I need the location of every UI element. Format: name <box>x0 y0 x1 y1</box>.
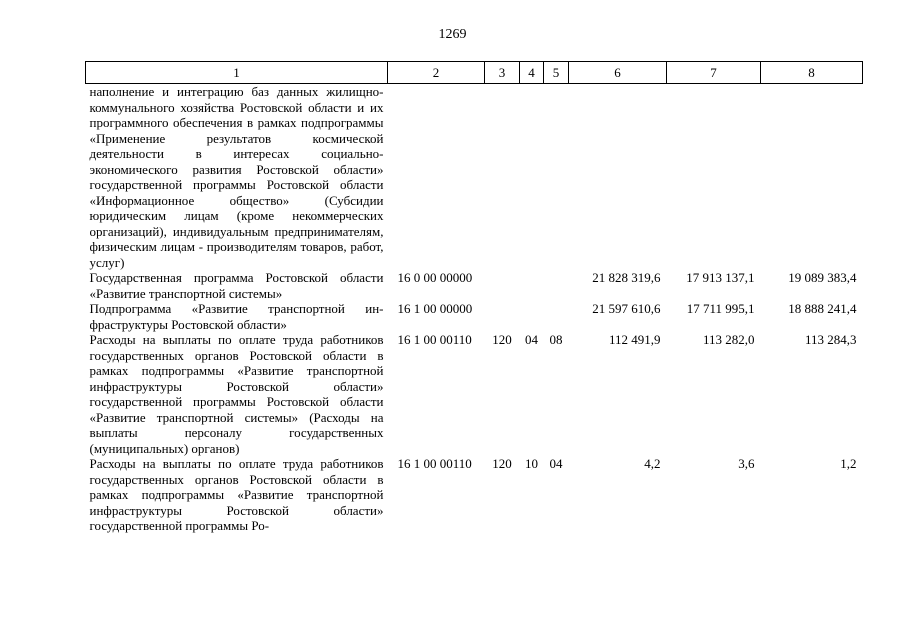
row-value-1: 112 491,9 <box>608 332 661 347</box>
row-value-1 <box>569 84 667 271</box>
column-header: 4 <box>520 62 544 84</box>
table-row <box>86 332 863 456</box>
row-name: Подпрограмма «Развитие транспортной инфраструктуры Ростовской области» <box>89 301 384 332</box>
row-value-1: 21 828 319,6 <box>592 270 661 285</box>
row-value-3: 113 284,3 <box>804 332 857 347</box>
budget-table <box>85 61 863 534</box>
row-code <box>388 84 485 271</box>
column-header: 6 <box>569 62 667 84</box>
row-name: Расходы на выплаты по оплате труда работников государственных органов Ростовской области в рамках подпрограммы «Развитие транспортной инфраструктуры Ростовской области» государственной программы Ростовской области «Развитие транспортной системы» (Расходы на выплаты персоналу государственных (муниципальных) органов) <box>89 332 384 456</box>
row-code: 16 1 00 00110 <box>397 332 472 347</box>
row-pr <box>544 301 569 332</box>
row-vr <box>485 84 520 271</box>
table-row <box>86 456 863 534</box>
row-value-2: 17 711 995,1 <box>686 301 755 316</box>
column-header: 7 <box>667 62 761 84</box>
row-pr: 04 <box>549 456 563 471</box>
row-name: наполнение и интеграцию баз данных жилищно-коммунального хозяйства Ростовской области и их программного обеспечения в рамках подпрограммы «Применение результатов космической деятельности в интересах социально-экономического развития Ростовской области» государственной программы Ростовской области «Информационное общество» (Субсидии юридическим лицам (кроме некоммерческих организаций), индивидуальным предпринимателям, физическим лицам - производителям товаров, работ, услуг) <box>89 84 384 270</box>
row-vr: 120 <box>492 456 512 471</box>
row-value-3: 19 089 383,4 <box>788 270 857 285</box>
row-rz: 04 <box>525 332 538 347</box>
row-code: 16 1 00 00110 <box>397 456 472 471</box>
row-value-3: 18 888 241,4 <box>788 301 857 316</box>
row-value-3 <box>761 84 863 271</box>
column-header: 1 <box>86 62 388 84</box>
row-name: Государственная программа Ростовской области «Развитие транспортной системы» <box>89 270 384 301</box>
page-number: 1269 <box>438 27 467 42</box>
column-header: 2 <box>388 62 485 84</box>
row-value-2 <box>667 84 761 271</box>
table-row <box>86 301 863 332</box>
row-vr <box>485 301 520 332</box>
row-vr: 120 <box>492 332 512 347</box>
row-value-3: 1,2 <box>840 456 857 471</box>
row-value-2: 113 282,0 <box>702 332 755 347</box>
row-rz <box>520 301 544 332</box>
table-header-row <box>86 62 863 84</box>
row-rz <box>520 270 544 301</box>
column-header: 5 <box>544 62 569 84</box>
row-pr <box>544 270 569 301</box>
table-row <box>86 270 863 301</box>
column-header: 3 <box>485 62 520 84</box>
table-row <box>86 84 863 271</box>
row-rz: 10 <box>525 456 538 471</box>
row-rz <box>520 84 544 271</box>
row-value-2: 3,6 <box>738 456 755 471</box>
row-name: Расходы на выплаты по оплате труда работников государственных органов Ростовской области в рамках подпрограммы «Развитие транспортной инфраструктуры Ростовской области» государственной программы Ро- <box>89 456 384 533</box>
row-vr <box>485 270 520 301</box>
row-pr: 08 <box>549 332 563 347</box>
row-value-1: 4,2 <box>644 456 661 471</box>
row-pr <box>544 84 569 271</box>
row-value-2: 17 913 137,1 <box>686 270 755 285</box>
row-code: 16 1 00 00000 <box>397 301 473 316</box>
row-code: 16 0 00 00000 <box>397 270 473 285</box>
column-header: 8 <box>761 62 863 84</box>
row-value-1: 21 597 610,6 <box>592 301 661 316</box>
